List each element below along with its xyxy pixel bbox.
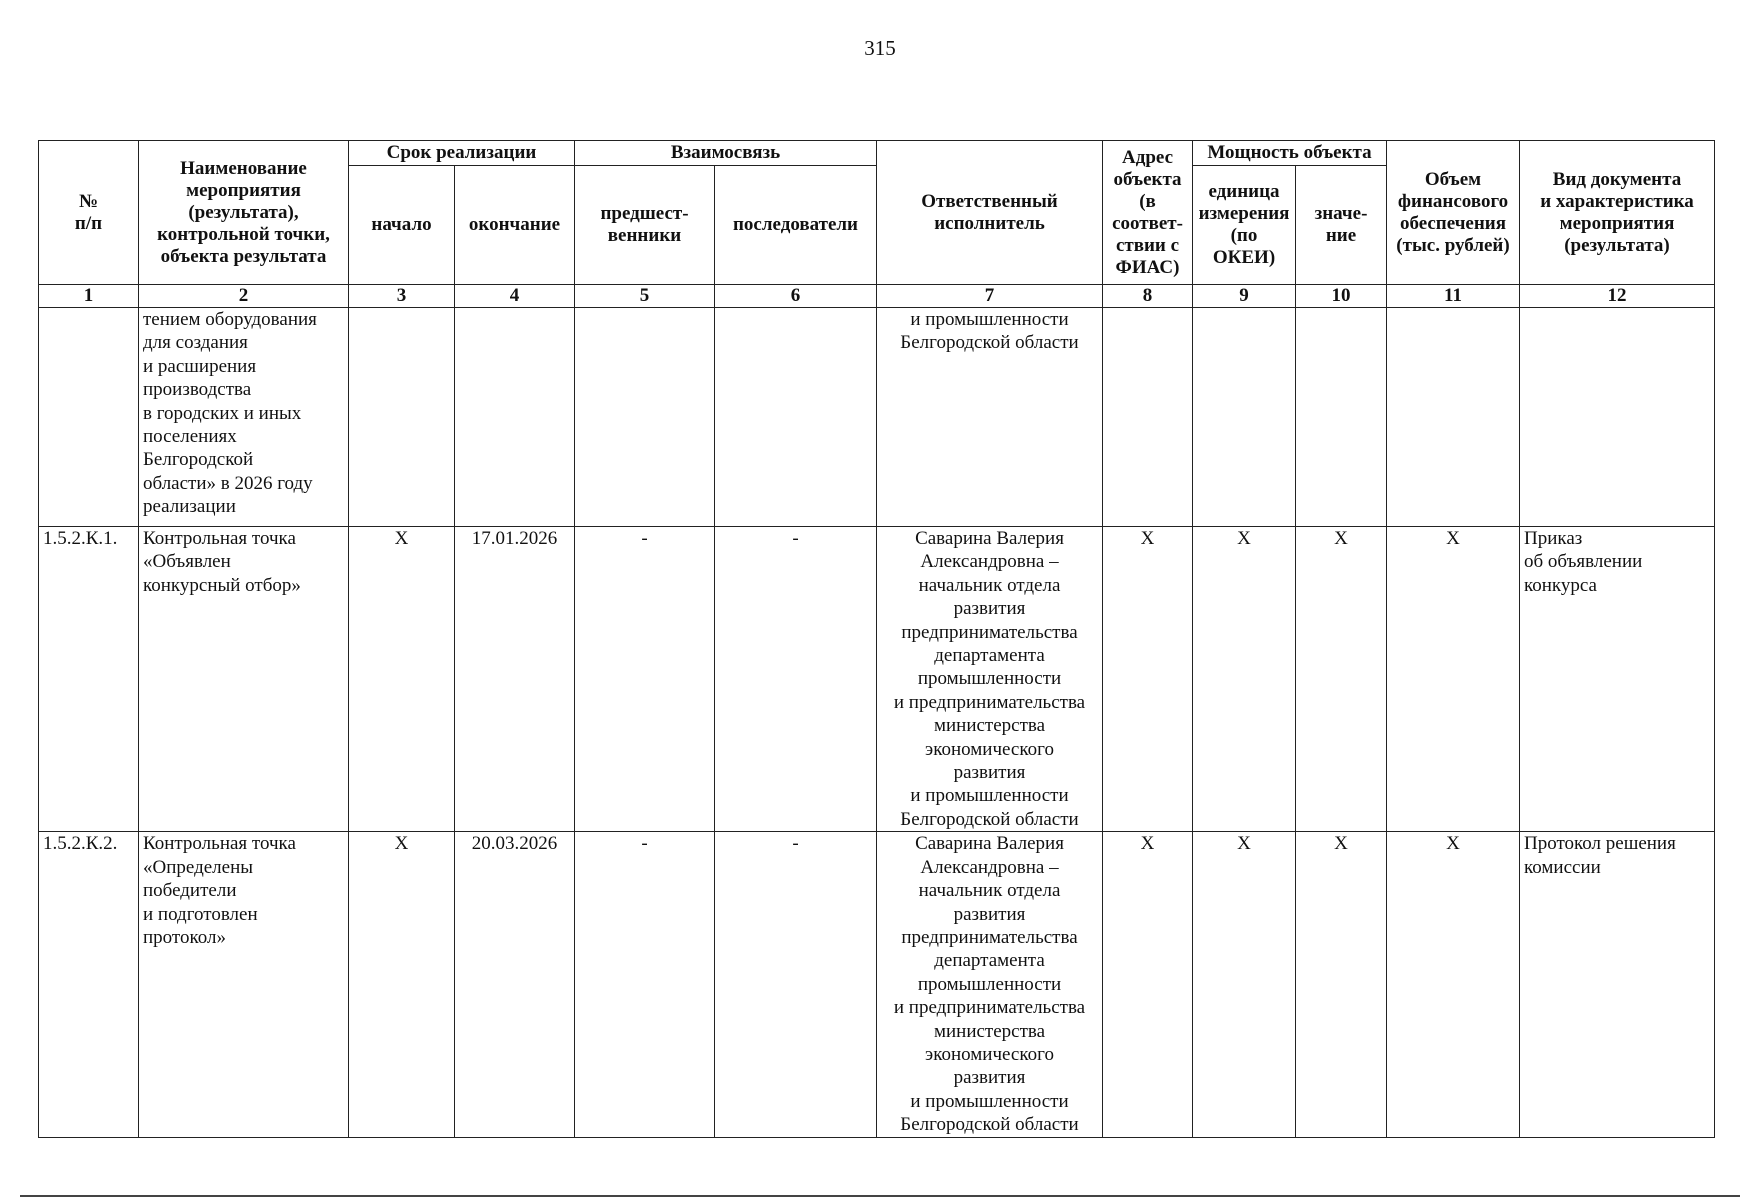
text-line: «Объявлен: [143, 551, 231, 573]
text-line: обеспечения: [1399, 212, 1507, 234]
text-line: развития: [953, 1067, 1026, 1089]
text-line: поселениях: [143, 426, 237, 448]
cell-name: [139, 308, 349, 527]
text-line: развития: [953, 903, 1026, 925]
text-line: п/п: [74, 212, 103, 234]
header-document: [1520, 141, 1715, 285]
text-line: контрольной точки,: [157, 223, 330, 245]
col-number-10: 10: [1296, 285, 1387, 308]
header-num: [39, 141, 139, 285]
header-address: [1103, 141, 1193, 285]
cell-financing: X: [1387, 832, 1520, 1137]
text-line: мероприятия: [186, 179, 301, 201]
cell-address: X: [1103, 527, 1193, 832]
text-line: Белгородской области: [900, 808, 1079, 830]
text-line: и промышленности: [910, 1090, 1069, 1112]
col-number-5: 5: [575, 285, 715, 308]
text-line: об объявлении: [1524, 551, 1643, 573]
text-line: единица: [1208, 181, 1280, 202]
cell-start: X: [349, 527, 455, 832]
header-group-term: Срок реализации: [349, 141, 575, 166]
cell-address: X: [1103, 832, 1193, 1137]
text-line: производства: [143, 379, 252, 401]
table-header: [39, 141, 1715, 308]
text-line: объекта результата: [160, 245, 327, 267]
text-line: (результата),: [188, 201, 299, 223]
text-line: предшест-: [600, 203, 689, 224]
text-line: экономического: [925, 738, 1054, 760]
text-line: протокол»: [143, 926, 226, 948]
plan-table: [38, 140, 1715, 1138]
text-line: и предпринимательства: [893, 691, 1086, 713]
text-line: Белгородской: [143, 449, 254, 471]
col-number-11: 11: [1387, 285, 1520, 308]
cell-id: 1.5.2.К.1.: [39, 527, 139, 832]
cell-end: 17.01.2026: [455, 527, 575, 832]
header-financing: [1387, 141, 1520, 285]
cell-end: 20.03.2026: [455, 832, 575, 1137]
text-line: конкурсный отбор»: [143, 574, 301, 596]
text-line: №: [78, 190, 99, 212]
text-line: и промышленности: [910, 309, 1069, 330]
cell-start: X: [349, 832, 455, 1137]
header-group-link: Взаимосвязь: [575, 141, 877, 166]
text-line: Саварина Валерия: [915, 528, 1064, 549]
header-successors: последователи: [715, 166, 877, 285]
text-line: значе-: [1314, 203, 1368, 224]
header-predecessors: [575, 166, 715, 285]
col-number-7: 7: [877, 285, 1103, 308]
header-end: окончание: [455, 166, 575, 285]
cell-address: [1103, 308, 1193, 527]
text-line: исполнитель: [934, 212, 1045, 234]
text-line: промышленности: [917, 668, 1062, 690]
cell-value: X: [1296, 527, 1387, 832]
text-line: соответ-: [1112, 212, 1183, 234]
table-row: [39, 832, 1715, 1137]
cell-successors: -: [715, 832, 877, 1137]
text-line: Вид документа: [1552, 168, 1682, 190]
text-line: в городских и иных: [143, 402, 302, 424]
cell-value: [1296, 308, 1387, 527]
cell-document: [1520, 832, 1715, 1137]
text-line: и подготовлен: [143, 903, 258, 925]
text-line: Белгородской области: [900, 332, 1079, 354]
text-line: Белгородской области: [900, 1114, 1079, 1136]
cell-end: [455, 308, 575, 527]
cell-responsible: [877, 308, 1103, 527]
text-line: (по: [1230, 225, 1258, 246]
text-line: ФИАС): [1115, 256, 1180, 278]
text-line: объекта: [1113, 168, 1182, 190]
text-line: тением оборудования: [143, 309, 317, 330]
col-number-4: 4: [455, 285, 575, 308]
text-line: Приказ: [1524, 528, 1583, 549]
cell-financing: X: [1387, 527, 1520, 832]
header-unit: [1193, 166, 1296, 285]
text-line: Адрес: [1122, 146, 1173, 168]
cell-document: [1520, 527, 1715, 832]
cell-responsible: [877, 832, 1103, 1137]
text-line: ствии с: [1115, 234, 1180, 256]
text-line: экономического: [925, 1043, 1054, 1065]
text-line: измерения: [1198, 203, 1290, 224]
cell-predecessors: [575, 308, 715, 527]
text-line: реализации: [143, 496, 236, 518]
text-line: Контрольная точка: [143, 528, 296, 549]
cell-start: [349, 308, 455, 527]
text-line: министерства: [933, 1020, 1046, 1042]
cell-successors: [715, 308, 877, 527]
cell-id: [39, 308, 139, 527]
text-line: министерства: [933, 715, 1046, 737]
col-number-8: 8: [1103, 285, 1193, 308]
text-line: Протокол решения: [1524, 833, 1676, 855]
text-line: Саварина Валерия: [915, 833, 1064, 855]
text-line: и характеристика: [1540, 190, 1694, 212]
cell-id: 1.5.2.К.2.: [39, 832, 139, 1137]
text-line: промышленности: [917, 973, 1062, 995]
cell-successors: -: [715, 527, 877, 832]
text-line: начальник отдела: [918, 574, 1061, 596]
text-line: (в: [1139, 190, 1156, 212]
col-number-2: 2: [139, 285, 349, 308]
text-line: венники: [607, 225, 682, 246]
col-number-12: 12: [1520, 285, 1715, 308]
cell-unit: [1193, 308, 1296, 527]
text-line: начальник отдела: [918, 880, 1061, 902]
table-row: [39, 527, 1715, 832]
cell-unit: X: [1193, 527, 1296, 832]
table-body: [39, 308, 1715, 1138]
text-line: департамента: [934, 950, 1045, 972]
cell-name: [139, 527, 349, 832]
col-number-3: 3: [349, 285, 455, 308]
col-number-1: 1: [39, 285, 139, 308]
text-line: победители: [143, 880, 237, 902]
text-line: конкурса: [1524, 574, 1597, 596]
text-line: и промышленности: [910, 785, 1069, 807]
text-line: ние: [1325, 225, 1357, 246]
text-line: (тыс. рублей): [1396, 234, 1510, 256]
header-name: [139, 141, 349, 285]
cell-name: [139, 832, 349, 1137]
text-line: предпринимательства: [901, 621, 1078, 643]
text-line: мероприятия: [1559, 212, 1675, 234]
header-value: [1296, 166, 1387, 285]
header-group-capacity: Мощность объекта: [1193, 141, 1387, 166]
text-line: ОКЕИ): [1212, 247, 1276, 268]
cell-unit: X: [1193, 832, 1296, 1137]
text-line: предпринимательства: [901, 926, 1078, 948]
text-line: Александровна –: [920, 856, 1059, 878]
text-line: (результата): [1564, 234, 1670, 256]
text-line: для создания: [143, 332, 248, 354]
cell-value: X: [1296, 832, 1387, 1137]
text-line: финансового: [1397, 190, 1509, 212]
cell-predecessors: -: [575, 832, 715, 1137]
header-start: начало: [349, 166, 455, 285]
text-line: комиссии: [1524, 856, 1601, 878]
text-line: и расширения: [143, 355, 257, 377]
text-line: и предпринимательства: [893, 997, 1086, 1019]
text-line: департамента: [934, 645, 1045, 667]
header-responsible: [877, 141, 1103, 285]
cell-financing: [1387, 308, 1520, 527]
cell-document: [1520, 308, 1715, 527]
table-row: [39, 308, 1715, 527]
text-line: развития: [953, 762, 1026, 784]
cell-predecessors: -: [575, 527, 715, 832]
text-line: области» в 2026 году: [143, 472, 313, 494]
text-line: Объем: [1424, 168, 1482, 190]
text-line: Александровна –: [920, 551, 1059, 573]
text-line: Наименование: [180, 157, 307, 179]
col-number-6: 6: [715, 285, 877, 308]
cell-responsible: [877, 527, 1103, 832]
text-line: «Определены: [143, 856, 254, 878]
bottom-divider: [20, 1195, 1740, 1197]
text-line: Ответственный: [921, 190, 1058, 212]
text-line: развития: [953, 598, 1026, 620]
page-number: 315: [864, 36, 896, 60]
text-line: Контрольная точка: [143, 833, 296, 855]
col-number-9: 9: [1193, 285, 1296, 308]
